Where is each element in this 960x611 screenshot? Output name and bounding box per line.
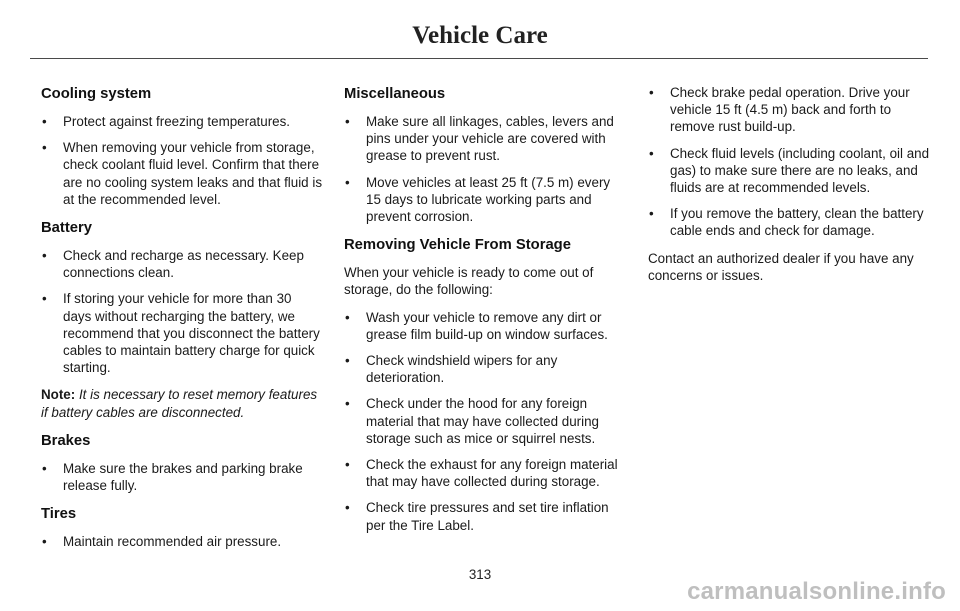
- list-battery: [41, 247, 323, 376]
- heading-battery: Battery: [41, 220, 92, 237]
- list-item: • Wash your vehicle to remove any dirt or grease film build-up on window surfaces.: [344, 309, 626, 343]
- list-item: • If storing your vehicle for more than 30 days without recharging the battery, we recommend that you disconnect the battery cables to maintain battery charge for quick starting.: [41, 290, 323, 376]
- list-item: • Check the exhaust for any foreign material that may have collected during storage.: [344, 456, 626, 490]
- header-divider: [30, 58, 928, 59]
- column-left: [41, 84, 323, 560]
- list-item: • Move vehicles at least 25 ft (7.5 m) every 15 days to lubricate working parts and prevent corrosion.: [344, 174, 626, 226]
- list-item: • Check brake pedal operation. Drive your vehicle 15 ft (4.5 m) back and forth to remove rust build-up.: [648, 84, 930, 136]
- list-item: • Check under the hood for any foreign material that may have collected during storage such as mice or squirrel nests.: [344, 395, 626, 447]
- column-right: [648, 84, 930, 294]
- list-item: • Check windshield wipers for any deterioration.: [344, 352, 626, 386]
- note-text: It is necessary to reset memory features if battery cables are disconnected.: [41, 387, 318, 420]
- list-item: • Check fluid levels (including coolant, oil and gas) to make sure there are no leaks, and fluids are at recommended levels.: [648, 145, 930, 197]
- heading-tires: Tires: [41, 506, 77, 523]
- list-tires: [41, 533, 323, 550]
- heading-removing-from-storage: Removing Vehicle From Storage: [344, 237, 571, 254]
- list-item: • Check and recharge as necessary. Keep connections clean.: [41, 247, 323, 281]
- removing-intro: When your vehicle is ready to come out of storage, do the following:: [344, 265, 594, 298]
- list-item: • Maintain recommended air pressure.: [41, 533, 323, 550]
- closing-paragraph: Contact an authorized dealer if you have any concerns or issues.: [648, 250, 914, 283]
- heading-brakes: Brakes: [41, 432, 91, 449]
- list-item: • Make sure all linkages, cables, levers and pins under your vehicle are covered with grease to prevent rust.: [344, 113, 626, 165]
- heading-miscellaneous: Miscellaneous: [344, 86, 446, 102]
- list-item: • Check tire pressures and set tire inflation per the Tire Label.: [344, 499, 626, 533]
- watermark: carmanualsonline.info: [687, 578, 946, 605]
- list-miscellaneous: [344, 113, 626, 225]
- list-item: • When removing your vehicle from storage, check coolant fluid level. Confirm that there are no cooling system leaks and that fluid is at the recommended level.: [41, 139, 323, 208]
- heading-cooling-system: Cooling system: [41, 86, 152, 102]
- list-brakes: [41, 460, 323, 494]
- note-label: Note:: [41, 387, 76, 403]
- list-item: • If you remove the battery, clean the battery cable ends and check for damage.: [648, 205, 930, 239]
- battery-note: [41, 386, 323, 420]
- page-number: 313: [468, 567, 492, 582]
- page-header-title: Vehicle Care: [412, 22, 548, 49]
- list-cooling-system: [41, 113, 323, 208]
- list-removing-continued: [648, 84, 930, 240]
- list-item: • Protect against freezing temperatures.: [41, 113, 323, 130]
- list-removing-from-storage: [344, 309, 626, 534]
- column-middle: [344, 84, 626, 544]
- list-item: • Make sure the brakes and parking brake release fully.: [41, 460, 323, 494]
